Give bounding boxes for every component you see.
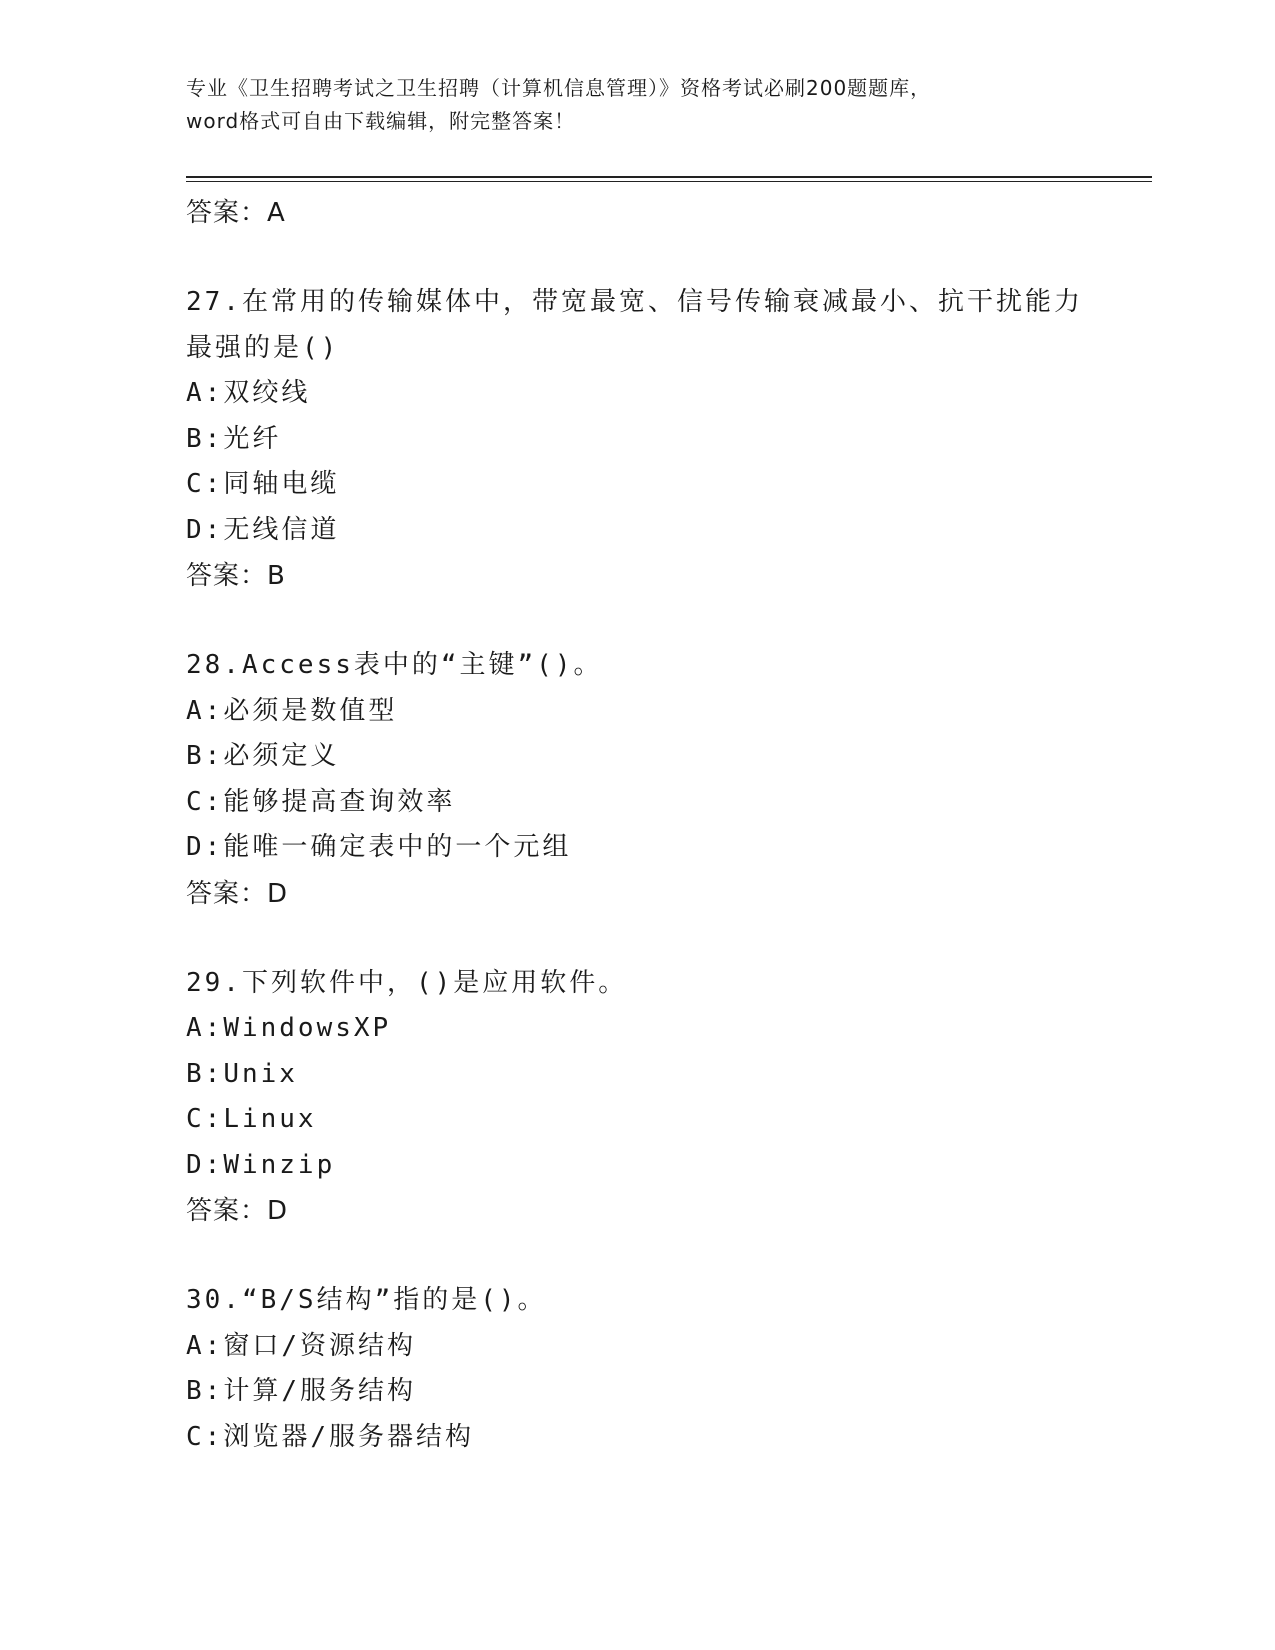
answer-option (186, 508, 1146, 554)
option-letter: C: (186, 1421, 224, 1452)
answer-option (186, 825, 1146, 871)
document-header (186, 72, 1066, 138)
question-block (186, 961, 1146, 1235)
answer-option (186, 417, 1146, 463)
answer-option (186, 462, 1146, 508)
question-stem: 30.“B/S结构”指的是()。 (186, 1285, 547, 1315)
answer-label: 答案：D (186, 1196, 289, 1226)
option-text: 能唯一确定表中的一个元组 (223, 832, 572, 862)
option-letter: B: (186, 1376, 224, 1406)
option-text: 计算/服务结构 (223, 1376, 416, 1406)
header-rule-thin (186, 181, 1152, 182)
question-stem: 29.下列软件中，()是应用软件。 (186, 967, 628, 998)
option-text: Unix (223, 1058, 298, 1089)
answer-option (186, 1052, 1146, 1098)
answer-label: 答案：B (186, 561, 286, 591)
option-text: 窗口/资源结构 (223, 1330, 416, 1361)
option-text: WindowsXP (223, 1013, 392, 1043)
option-letter: D: (186, 514, 224, 545)
answer-option (186, 734, 1146, 780)
option-letter: B: (186, 741, 224, 771)
answer-label: 答案：D (186, 878, 289, 909)
answer-option (186, 1097, 1146, 1143)
answer-option (186, 1143, 1146, 1189)
answer-option (186, 689, 1146, 735)
option-text: Linux (223, 1104, 317, 1134)
header-rule-thick (186, 176, 1152, 178)
option-text: 浏览器/服务器结构 (223, 1421, 474, 1452)
option-letter: D: (186, 1149, 224, 1180)
option-letter: B: (186, 1058, 224, 1089)
option-letter: D: (186, 832, 224, 862)
option-text: 必须定义 (223, 741, 340, 771)
question-block (186, 643, 1146, 917)
header-line-1: 专业《卫生招聘考试之卫生招聘（计算机信息管理）》资格考试必刷200题题库， (186, 76, 932, 100)
option-text: 双绞线 (223, 378, 311, 408)
header-line-2: word格式可自由下载编辑，附完整答案！ (186, 109, 576, 133)
question-stem: 27.在常用的传输媒体中，带宽最宽、信号传输衰减最小、抗干扰能力 (186, 287, 1083, 317)
answer-option (186, 1006, 1146, 1052)
answer-option (186, 1415, 1146, 1461)
option-letter: A: (186, 378, 224, 408)
answer-option (186, 780, 1146, 826)
option-text: 光纤 (223, 423, 282, 454)
answer-label: 答案：A (186, 198, 286, 228)
option-letter: C: (186, 469, 224, 499)
option-letter: C: (186, 1104, 224, 1134)
question-stem: 28.Access表中的“主键”()。 (186, 650, 603, 680)
question-stem: 最强的是() (186, 332, 340, 363)
option-letter: B: (186, 423, 224, 454)
answer-option (186, 1324, 1146, 1370)
question-block (186, 280, 1146, 599)
answer-option (186, 1369, 1146, 1415)
question-list (186, 190, 1146, 1460)
option-text: 无线信道 (223, 514, 340, 545)
option-text: Winzip (223, 1149, 336, 1180)
option-letter: A: (186, 1330, 224, 1361)
option-letter: A: (186, 1013, 224, 1043)
question-block (186, 1278, 1146, 1460)
option-text: 同轴电缆 (223, 469, 340, 499)
option-text: 能够提高查询效率 (223, 786, 456, 817)
option-letter: A: (186, 695, 224, 726)
option-text: 必须是数值型 (223, 695, 398, 726)
option-letter: C: (186, 786, 224, 817)
answer-option (186, 371, 1146, 417)
